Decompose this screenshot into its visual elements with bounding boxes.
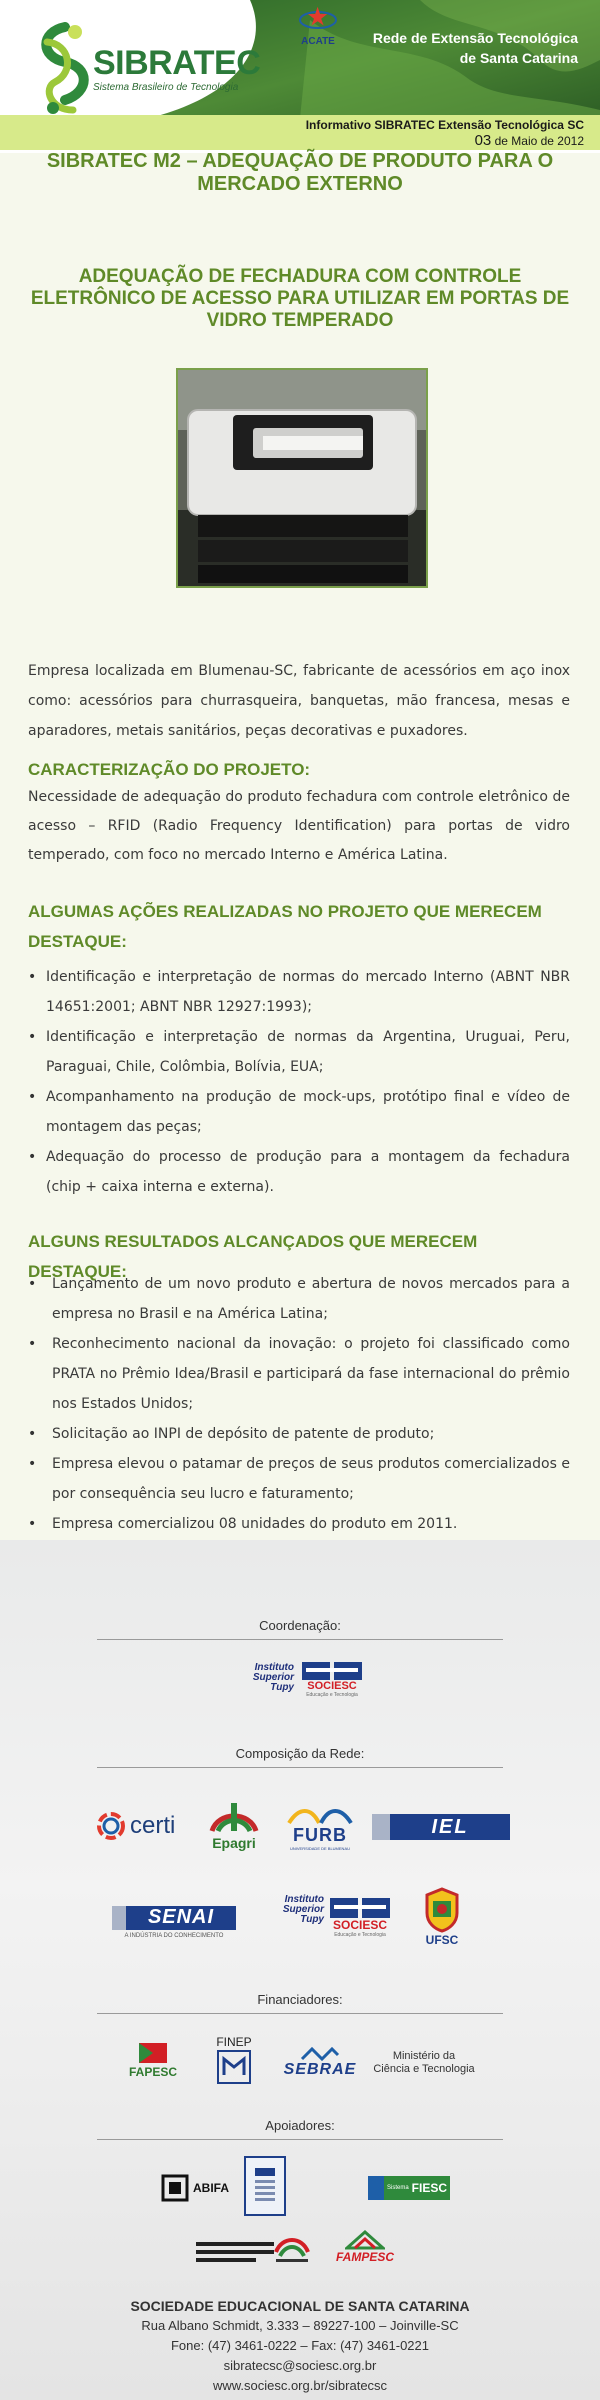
network-composition-label: Composição da Rede: bbox=[235, 1746, 365, 1761]
secretaria-logo bbox=[196, 2238, 274, 2266]
iel-text: IEL bbox=[431, 1815, 469, 1838]
coordination-label: Coordenação: bbox=[259, 1618, 341, 1633]
badge-icon bbox=[251, 2164, 279, 2208]
ist-logo-network bbox=[264, 1892, 324, 1928]
sociesc-icon bbox=[302, 1662, 362, 1680]
furb-text: FURB bbox=[293, 1825, 347, 1845]
org-address: Rua Albano Schmidt, 3.333 – 89227-100 – Joinville-SC bbox=[141, 2318, 459, 2333]
acate-text: ACATE bbox=[301, 35, 335, 47]
epagri-text: Epagri bbox=[212, 1835, 256, 1851]
fiesc-logo bbox=[368, 2176, 450, 2200]
ist-line2: Superior bbox=[252, 1672, 294, 1683]
sociesc-text: SOCIESC bbox=[307, 1680, 357, 1692]
network-title-line2: de Santa Catarina bbox=[459, 50, 578, 66]
org-phone: Fone: (47) 3461-0222 – Fax: (47) 3461-0221 bbox=[170, 2338, 429, 2353]
epagri-icon bbox=[208, 1801, 260, 1835]
ministerio-line2: Ciência e Tecnologia bbox=[373, 2063, 475, 2075]
senai-box bbox=[112, 1906, 236, 1930]
acate-logo bbox=[296, 0, 340, 48]
org-website[interactable]: www.sociesc.org.br/sibratecsc bbox=[212, 2378, 388, 2393]
abimaq-badge bbox=[244, 2156, 286, 2216]
abifa-icon bbox=[161, 2174, 189, 2202]
funders-divider bbox=[97, 2013, 503, 2014]
senai-text: SENAI bbox=[147, 1906, 215, 1928]
fampesc-text: FAMPESC bbox=[335, 2250, 394, 2264]
certi-logo bbox=[96, 1808, 196, 1844]
action-item-1: • Identificação e interpretação de normas do mercado Interno (ABNT NBR 14651:2001; ABNT NBR 12927:1993); bbox=[28, 962, 570, 1022]
result-item-2: • Reconhecimento nacional da inovação: o projeto foi classificado como PRATA no Prêmio Idea/Brasil e participará da fase internacional do prêmio nos Estados Unidos; bbox=[28, 1329, 570, 1419]
fiesc-pre: Sistema bbox=[386, 2185, 409, 2191]
supporters-label: Apoiadores: bbox=[265, 2118, 335, 2133]
lock-product-image bbox=[178, 370, 426, 586]
coordination-divider bbox=[97, 1639, 503, 1640]
date-rest: de Maio de 2012 bbox=[494, 134, 584, 148]
result-item-1: • Lançamento de um novo produto e abertura de novos mercados para a empresa no Brasil e na América Latina; bbox=[28, 1269, 570, 1329]
certi-text: certi bbox=[130, 1812, 176, 1839]
ufsc-crest-icon bbox=[423, 1887, 461, 1933]
ufsc-logo bbox=[418, 1884, 466, 1950]
ministerio-logo bbox=[372, 2046, 476, 2080]
ist-line1-b: Instituto bbox=[284, 1894, 324, 1905]
sebrae-text: SEBRAE bbox=[283, 2061, 357, 2078]
sociesc-icon-b bbox=[330, 1898, 390, 1918]
result-item-5: • Empresa comercializou 08 unidades do produto em 2011. bbox=[28, 1509, 570, 1539]
fampesc-logo bbox=[330, 2226, 400, 2268]
ministerio-line1: Ministério da bbox=[392, 2050, 456, 2062]
epagri-logo bbox=[204, 1798, 264, 1854]
ist-line3-b: Tupy bbox=[300, 1914, 324, 1925]
senai-logo bbox=[112, 1904, 236, 1940]
logo-title: SIBRATEC bbox=[93, 44, 261, 82]
sc-government-icon bbox=[272, 2232, 312, 2264]
result-item-4: • Empresa elevou o patamar de preços de seus produtos comercializados e por consequência seu lucro e faturamento; bbox=[28, 1449, 570, 1509]
sociesc-text-b: SOCIESC bbox=[332, 1918, 387, 1932]
sibratec-symbol-icon bbox=[35, 22, 95, 117]
sebrae-logo bbox=[280, 2040, 360, 2086]
results-list bbox=[28, 1269, 570, 1539]
furb-icon bbox=[287, 1805, 353, 1825]
action-item-4: • Adequação do processo de produção para a montagem da fechadura (chip + caixa interna e externa). bbox=[28, 1142, 570, 1202]
fapesc-text: FAPESC bbox=[128, 2065, 177, 2079]
fampesc-icon bbox=[345, 2230, 385, 2250]
sociesc-logo-network bbox=[328, 1892, 392, 1944]
certi-ring-icon bbox=[96, 1811, 126, 1841]
abifa-logo bbox=[154, 2170, 236, 2206]
sociesc-sub-b: Educação e Tecnologia bbox=[334, 1932, 386, 1938]
supporters-divider bbox=[97, 2139, 503, 2140]
ufsc-text: UFSC bbox=[425, 1933, 459, 1947]
sebrae-icon bbox=[300, 2047, 340, 2061]
fapesc-icon bbox=[133, 2041, 173, 2065]
sociesc-sub: Educação e Tecnologia bbox=[306, 1692, 358, 1698]
newsletter-title: Informativo SIBRATEC Extensão Tecnológica SC bbox=[305, 118, 584, 132]
section-results-title: ALGUNS RESULTADOS ALCANÇADOS QUE MERECEM DESTAQUE: bbox=[28, 1232, 478, 1281]
result-item-3: • Solicitação ao INPI de depósito de patente de produto; bbox=[28, 1419, 570, 1449]
finep-logo bbox=[206, 2028, 262, 2092]
ist-line2-b: Superior bbox=[282, 1904, 324, 1915]
network-divider bbox=[97, 1767, 503, 1768]
intro-paragraph: Empresa localizada em Blumenau-SC, fabricante de acessórios em aço inox como: acessórios para churrasqueira, banquetas, mão francesa, mesas e aparadores, metais sanitários, peças decorativas e puxadores. bbox=[28, 663, 570, 739]
sociesc-logo-coord bbox=[300, 1658, 364, 1702]
section-actions-title: ALGUMAS AÇÕES REALIZADAS NO PROJETO QUE MERECEM DESTAQUE: bbox=[28, 902, 542, 951]
section-project-title: CARACTERIZAÇÃO DO PROJETO: bbox=[28, 760, 311, 779]
logo-subtitle: Sistema Brasileiro de Tecnologia bbox=[93, 82, 239, 93]
furb-logo bbox=[282, 1800, 358, 1856]
org-email[interactable]: sibratecsc@sociesc.org.br bbox=[223, 2358, 377, 2373]
abifa-text: ABIFA bbox=[193, 2181, 229, 2195]
date-day: 03 bbox=[474, 132, 492, 149]
newsletter-date bbox=[306, 133, 584, 149]
funders-label: Financiadores: bbox=[257, 1992, 343, 2007]
fapesc-logo bbox=[122, 2036, 184, 2084]
ist-line3: Tupy bbox=[270, 1682, 294, 1693]
network-title-line1: Rede de Extensão Tecnológica bbox=[372, 30, 578, 46]
article-sub-title: ADEQUAÇÃO DE FECHADURA COM CONTROLE ELETRÔNICO DE ACESSO PARA UTILIZAR EM PORTAS DE VIDRO TEMPERADO bbox=[30, 266, 570, 331]
ist-logo-coord bbox=[236, 1660, 294, 1696]
finep-text: FINEP bbox=[216, 2035, 252, 2049]
action-item-2: • Identificação e interpretação de normas da Argentina, Uruguai, Peru, Paraguai, Chile, Colômbia, Bolívia, EUA; bbox=[28, 1022, 570, 1082]
ist-line1: Instituto bbox=[254, 1662, 294, 1673]
finep-icon bbox=[216, 2049, 252, 2085]
senai-sub: A INDÚSTRIA DO CONHECIMENTO bbox=[124, 1932, 224, 1939]
sibratec-logo bbox=[35, 22, 265, 122]
product-photo bbox=[176, 368, 428, 588]
article-main-title: SIBRATEC M2 – ADEQUAÇÃO DE PRODUTO PARA O MERCADO EXTERNO bbox=[46, 150, 554, 195]
section-project-text: Necessidade de adequação do produto fechadura com controle eletrônico de acesso – RFID (Radio Frequency Identification) para portas de vidro temperado, com foco no mercado Interno e América Latina. bbox=[28, 789, 570, 863]
iel-logo bbox=[372, 1814, 510, 1840]
furb-sub: UNIVERSIDADE DE BLUMENAU bbox=[289, 1846, 350, 1851]
fiesc-text: FIESC bbox=[411, 2181, 448, 2195]
acate-icon bbox=[296, 2, 340, 36]
actions-list bbox=[28, 962, 570, 1202]
action-item-3: • Acompanhamento na produção de mock-ups, protótipo final e vídeo de montagem das peças; bbox=[28, 1082, 570, 1142]
newsletter-info bbox=[306, 118, 584, 149]
network-title bbox=[373, 28, 578, 68]
org-name: SOCIEDADE EDUCACIONAL DE SANTA CATARINA bbox=[130, 2298, 470, 2314]
